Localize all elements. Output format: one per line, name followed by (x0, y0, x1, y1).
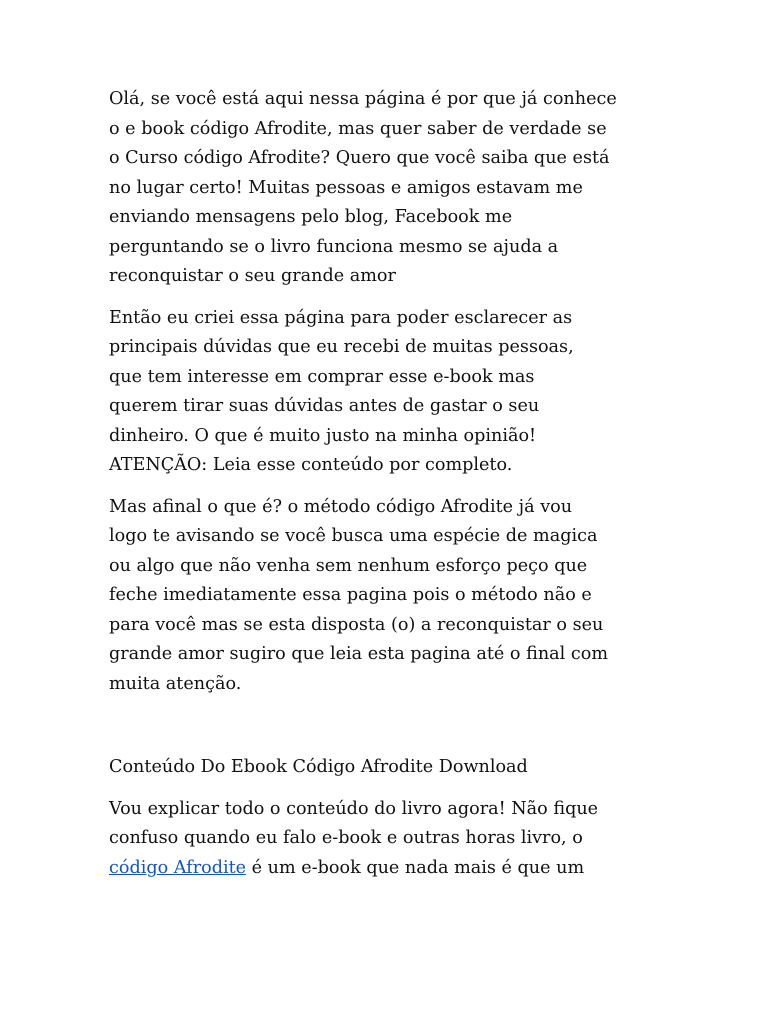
text-line: confuso quando eu falo e-book e outras horas livro, o (109, 828, 583, 848)
text-line: reconquistar o seu grande amor (109, 266, 396, 286)
text-line: Olá, se você está aqui nessa página é por que já conhece (109, 89, 617, 109)
text-line: o e book código Afrodite, mas quer saber de verdade se (109, 118, 607, 139)
document-page (109, 85, 657, 895)
content-paragraph (109, 795, 657, 884)
text-line: ou algo que não venha sem nenhum esforço peço que (109, 555, 588, 576)
text-line: logo te avisando se você busca uma espécie de magica (109, 526, 598, 546)
text-line: feche imediatamente essa pagina pois o método não e (109, 585, 592, 605)
text-line: que tem interesse em comprar esse e-book mas (109, 366, 535, 387)
text-line: dinheiro. O que é muito justo na minha opinião! (109, 425, 537, 446)
warning-paragraph (109, 493, 657, 700)
text-line: Então eu criei essa página para poder esclarecer as (109, 307, 573, 328)
text-after-link: é um e-book que nada mais é que um (246, 857, 585, 878)
text-line: principais dúvidas que eu recebi de muitas pessoas, (109, 337, 574, 357)
text-line: ATENÇÃO: Leia esse conteúdo por completo. (109, 455, 513, 475)
text-line: Vou explicar todo o conteúdo do livro agora! Não fique (109, 798, 599, 819)
intro-paragraph (109, 85, 657, 292)
codigo-afrodite-link[interactable]: código Afrodite (109, 857, 247, 878)
explanation-paragraph (109, 304, 657, 481)
text-line: grande amor sugiro que leia esta pagina até o final com (109, 644, 609, 664)
text-line: perguntando se o livro funciona mesmo se ajuda a (109, 236, 559, 257)
text-line: no lugar certo! Muitas pessoas e amigos estavam me (109, 177, 583, 198)
text-line: o Curso código Afrodite? Quero que você saiba que está (109, 148, 610, 168)
section-heading: Conteúdo Do Ebook Código Afrodite Download (109, 757, 528, 777)
text-line: querem tirar suas dúvidas antes de gastar o seu (109, 396, 540, 416)
text-line: enviando mensagens pelo blog, Facebook me (109, 207, 513, 227)
text-line: Mas afinal o que é? o método código Afrodite já vou (109, 496, 573, 517)
text-line: muita atenção. (109, 673, 242, 694)
text-line-with-link (109, 854, 657, 884)
text-line: para você mas se esta disposta (o) a reconquistar o seu (109, 614, 604, 635)
